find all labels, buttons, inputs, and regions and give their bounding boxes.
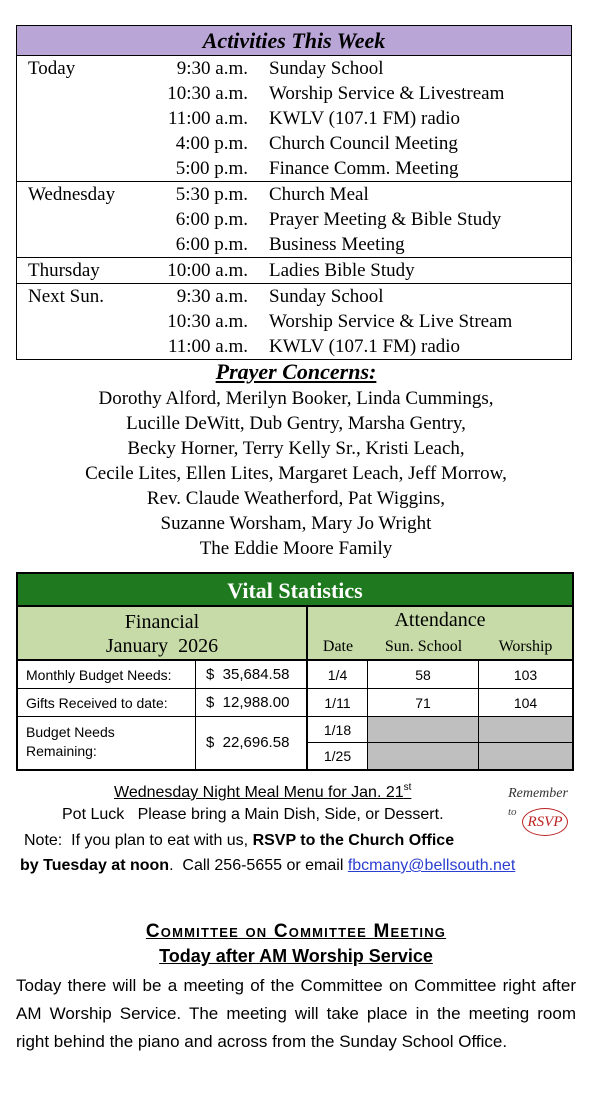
activity-event: Sunday School [269,286,384,307]
activity-row [17,106,571,131]
committee-title: Committee on Committee Meeting [145,921,447,942]
table-row [308,717,572,743]
financial-header [18,607,308,659]
activity-group-today [17,56,571,182]
activity-time: 5:00 p.m. [175,158,248,179]
activity-row [17,309,571,334]
activity-event: Business Meeting [269,234,405,255]
attendance-ss: 58 [368,661,479,688]
committee-notice [0,920,592,1056]
attendance-date: 1/4 [308,661,368,688]
gifts-label: Gifts Received to date: [18,689,196,716]
activity-row [17,131,571,156]
activity-time: 4:00 p.m. [175,133,248,154]
activity-time: 10:30 a.m. [167,311,248,332]
activity-row [17,232,571,257]
gifts-amount: $ 12,988.00 [196,689,308,716]
col-worship: Worship [498,638,553,655]
attendance-ss: 71 [368,689,479,716]
budget-amount: $ 35,684.58 [196,661,308,688]
prayer-line: Lucille DeWitt, Dub Gentry, Marsha Gentry, [126,413,466,434]
activities-title: Activities This Week [17,26,571,56]
remaining-amount: $ 22,696.58 [196,717,308,769]
activity-event: Church Council Meeting [269,133,458,154]
remaining-label: Budget Needs Remaining: [18,717,196,769]
prayer-concerns [0,358,592,561]
activity-time: 9:30 a.m. [176,58,248,79]
vital-title: Vital Statistics [18,574,572,607]
activity-time: 6:00 p.m. [175,209,248,230]
vital-statistics-table [16,572,574,771]
budget-label: Monthly Budget Needs: [18,661,196,688]
attendance-worship [479,717,572,742]
activity-row [17,81,571,106]
activity-day: Next Sun. [28,286,104,307]
activity-event: Sunday School [269,58,384,79]
activity-row [17,182,571,207]
activity-group-next-sunday [17,284,571,359]
prayer-line: Becky Horner, Terry Kelly Sr., Kristi Leach, [127,438,465,459]
email-link[interactable]: fbcmany@bellsouth.net [347,857,516,874]
committee-body: Today there will be a meeting of the Committee on Committee right after AM Worship Service. The meeting will take place in the meeting room right behind the piano and across from the Sunday School Office. [16,976,576,1051]
prayer-line: The Eddie Moore Family [199,538,393,559]
meal-title: Wednesday Night Meal Menu for Jan. 21st [114,782,412,801]
vital-header [18,607,572,661]
activity-row [17,56,571,81]
activity-event: Worship Service & Live Stream [269,311,513,332]
activity-day: Wednesday [28,184,116,205]
activity-row [17,207,571,232]
activity-row [17,258,571,283]
prayer-line: Cecile Lites, Ellen Lites, Margaret Leach, Jeff Morrow, [85,463,507,484]
col-date: Date [322,638,354,655]
activity-row [17,334,571,359]
attendance-ss [368,743,479,769]
activity-time: 11:00 a.m. [167,108,248,129]
meal-description: Pot Luck Please bring a Main Dish, Side, or Dessert. [62,806,444,823]
attendance-date: 1/25 [308,743,368,769]
attendance-label: Attendance [394,609,486,631]
attendance-ss [368,717,479,742]
prayer-line: Dorothy Alford, Merilyn Booker, Linda Cummings, [98,388,494,409]
activity-row [17,156,571,181]
attendance-worship: 104 [513,695,538,711]
committee-subtitle: Today after AM Worship Service [159,946,433,966]
activity-event: KWLV (107.1 FM) radio [269,336,461,357]
attendance-header [308,607,572,659]
prayer-line: Suzanne Worsham, Mary Jo Wright [160,513,432,534]
financial-label: Financial [124,611,200,633]
rsvp-stamp-image: Remember to RSVP [504,786,572,842]
activity-group-thursday [17,258,571,284]
activity-day: Today [28,58,76,79]
meal-note: Note: If you plan to eat with us, RSVP to the Church Office [24,832,455,849]
table-row [308,743,572,769]
activity-time: 10:00 a.m. [167,260,248,281]
activity-event: Church Meal [269,184,369,205]
activity-event: Ladies Bible Study [269,260,415,281]
activity-event: KWLV (107.1 FM) radio [269,108,461,129]
attendance-worship: 103 [513,667,538,683]
table-row [18,661,572,689]
activity-time: 5:30 p.m. [175,184,248,205]
activity-time: 11:00 a.m. [167,336,248,357]
meal-contact: by Tuesday at noon. Call 256-5655 or email fbcmany@bellsouth.net [20,857,516,874]
attendance-date: 1/11 [308,689,368,716]
attendance-date: 1/18 [308,717,368,742]
table-row [18,717,572,769]
activity-event: Prayer Meeting & Bible Study [269,209,502,230]
activity-time: 10:30 a.m. [167,83,248,104]
financial-period: January 2026 [105,635,219,657]
activity-day: Thursday [28,260,100,281]
prayer-title: Prayer Concerns: [215,359,377,384]
col-sunday-school: Sun. School [384,638,463,655]
activity-event: Finance Comm. Meeting [269,158,459,179]
attendance-worship [479,743,572,769]
activity-time: 9:30 a.m. [176,286,248,307]
activities-table [16,25,572,360]
activity-row [17,284,571,309]
prayer-line: Rev. Claude Weatherford, Pat Wiggins, [146,488,446,509]
activity-group-wednesday [17,182,571,258]
table-row [18,689,572,717]
activity-event: Worship Service & Livestream [269,83,505,104]
activity-time: 6:00 p.m. [175,234,248,255]
